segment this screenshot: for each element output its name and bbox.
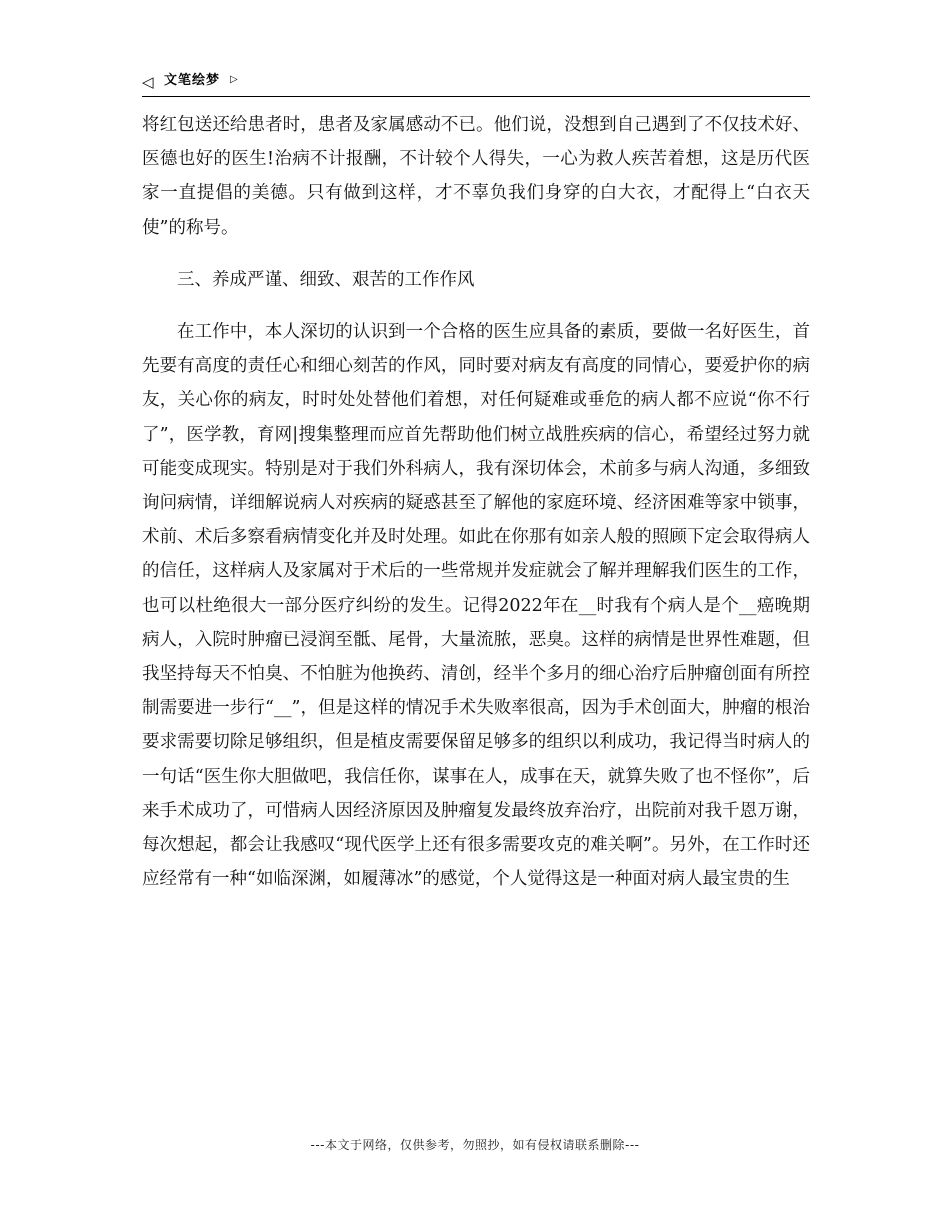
triangle-right-icon: ▷ (230, 74, 238, 85)
paragraph-continued: 将红包送还给患者时，患者及家属感动不已。他们说，没想到自己遇到了不仅技术好、医德也好的医生!治病不计报酬，不计较个人得失，一心为救人疾苦着想，这是历代医家一直提倡的美德。只有做到这样，才不辜负我们身穿的白大衣，才配得上“白衣天使”的称号。 (142, 115, 810, 238)
section-heading: 三、养成严谨、细致、艰苦的工作作风 (177, 269, 475, 290)
page-footer-notice: ---本文于网络，仅供参考，勿照抄，如有侵权请联系删除--- (310, 1138, 640, 1152)
triangle-left-icon: ◁ (142, 73, 154, 91)
header-brand: 文笔绘梦 (164, 73, 221, 88)
page-header (142, 70, 810, 97)
paragraph-work-style: 在工作中，本人深切的认识到一个合格的医生应具备的素质，要做一名好医生，首先要有高度的责任心和细心刻苦的作风，同时要对病友有高度的同情心，要爱护你的病友，关心你的病友，时时处处替他们着想，对任何疑难或垂危的病人都不应说“你不行了”，医学教，育网|搜集整理而应首先帮助他们树立战胜疾病的信心，希望经过努力就可能变成现实。特别是对于我们外科病人，我有深切体会，术前多与病人沟通，多细致询问病情，详细解说病人对疾病的疑惑甚至了解他的家庭环境、经济困难等家中锁事，术前、术后多察看病情变化并及时处理。如此在你那有如亲人般的照顾下定会取得病人的信任，这样病人及家属对于术后的一些常规并发症就会了解并理解我们医生的工作，也可以杜绝很大一部分医疗纠纷的发生。记得2022年在__时我有个病人是个__癌晚期病人，入院时肿瘤已浸润至骶、尾骨，大量流脓，恶臭。这样的病情是世界性难题，但我坚持每天不怕臭、不怕脏为他换药、清创，经半个多月的细心治疗后肿瘤创面有所控制需要进一步行“__”，但是这样的情况手术失败率很高，因为手术创面大，肿瘤的根治要求需要切除足够组织，但是植皮需要保留足够多的组织以利成功，我记得当时病人的一句话“医生你大胆做吧，我信任你，谋事在人，成事在天，就算失败了也不怪你”，后来手术成功了，可惜病人因经济原因及肿瘤复发最终放弃治疗，出院前对我千恩万谢，每次想起，都会让我感叹“现代医学上还有很多需要攻克的难关啊”。另外，在工作时还应经常有一种“如临深渊，如履薄冰”的感觉，个人觉得这是一种面对病人最宝贵的生 (142, 322, 810, 890)
document-body (142, 108, 810, 896)
